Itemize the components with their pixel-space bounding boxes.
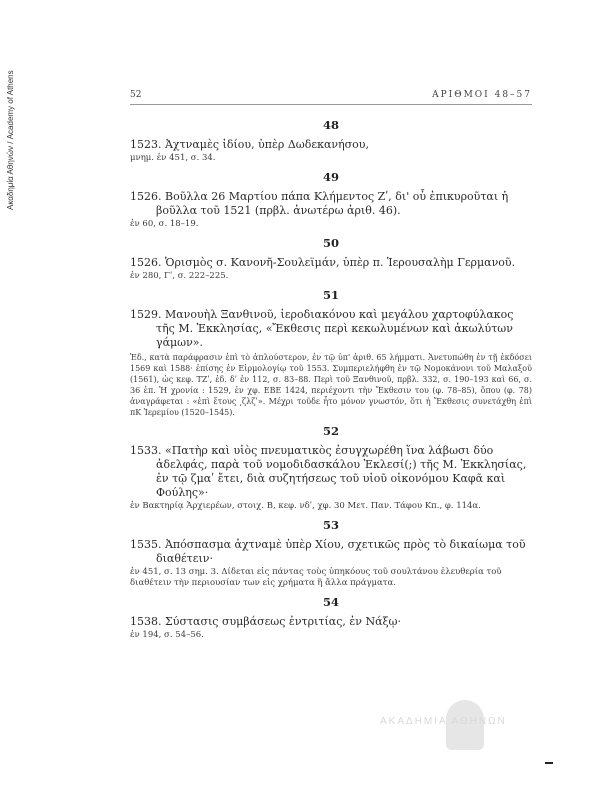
entry-text: 1535. Ἀπόσπασμα ἀχτναμὲ ὑπὲρ Χίου, σχετικῶς πρὸς τὸ δικαίωμα τοῦ διαθέτειν·	[130, 538, 526, 565]
running-title: ΑΡΙΘΜΟΙ 48–57	[432, 90, 532, 100]
entry-text: 1533. «Πατὴρ καὶ υἱὸς πνευματικὸς ἐσυγχωρέθη ἵνα λάβωσι δύο ἀδελφάς, παρὰ τοῦ νομοδιδασκάλου Ἐκλεσί(;) τῆς Μ. Ἐκκλησίας, ἐν τῷ ζμαʹ ἔτει, διὰ συζητήσεως τοῦ υἱοῦ οἰκονόμου Καφᾶ καὶ Φούλης»·	[130, 444, 527, 499]
entry-text: 1538. Σύστασις συμβάσεως ἐντριτίας, ἐν Νάξῳ·	[130, 615, 402, 628]
page-mark	[545, 762, 553, 764]
document-section	[130, 595, 532, 641]
entry-reference: ἐν 194, σ. 54–56.	[130, 630, 204, 640]
archive-side-label: Ακαδημία Αθηνών / Academy of Athens	[6, 70, 15, 210]
document-section	[130, 236, 532, 282]
section-number: 49	[322, 170, 339, 184]
entry-text: 1523. Ἀχτναμὲς ἰδίου, ὑπὲρ Δωδεκανήσου,	[130, 138, 369, 151]
academy-watermark	[380, 700, 550, 760]
entry-text: 1526. Ὁρισμὸς σ. Κανονῆ-Σουλεϊμάν, ὑπὲρ π. Ἱερουσαλὴμ Γερμανοῦ.	[130, 256, 516, 269]
section-number: 51	[322, 288, 339, 302]
entry-reference: ἐν 60, σ. 18–19.	[130, 219, 199, 229]
section-number: 48	[322, 118, 339, 132]
entry-reference: ἐν 451, σ. 13 σημ. 3. Δίδεται εἰς πάντας τοὺς ὑπηκόους τοῦ σουλτάνου ἐλευθερία τοῦ διαθέτειν τὴν περιουσίαν των εἰς χρήματα ἢ ἄλλα πράγματα.	[130, 567, 502, 588]
section-number: 53	[322, 518, 339, 532]
document-section	[130, 288, 532, 418]
watermark-text: ΑΚΑΔΗΜΙΑ ΑΘΗΝΩΝ	[380, 716, 507, 727]
section-number: 52	[322, 424, 339, 438]
section-number: 50	[322, 236, 339, 250]
page-header	[130, 90, 532, 105]
document-section	[130, 424, 532, 512]
entry-reference: μνημ. ἐν 451, σ. 34.	[130, 153, 216, 163]
document-section	[130, 518, 532, 589]
document-section	[130, 170, 532, 230]
document-section	[130, 118, 532, 164]
entry-reference: ἐν 280, Γʹ, σ. 222–225.	[130, 271, 229, 281]
section-number: 54	[322, 595, 339, 609]
page-number: 52	[130, 90, 142, 100]
entry-reference: ἐν Βακτηρίᾳ Ἀρχιερέων, στοιχ. Β, κεφ. νδʹ, χφ. 30 Μετ. Παν. Τάφου Κπ., φ. 114α.	[130, 501, 481, 511]
entry-text: 1529. Μανουὴλ Ξανθινοῦ, ἱεροδιακόνου καὶ μεγάλου χαρτοφύλακος τῆς Μ. Ἐκκλησίας, «Ἔκθεσις περὶ κεκωλυμένων καὶ ἀκωλύτων γάμων».	[130, 308, 514, 349]
entry-note: Ἐδ., κατὰ παράφρασιν ἐπὶ τὸ ἁπλούστερον, ἐν τῷ ὑπ' ἀριθ. 65 λήμματι. Ἀνετυπώθη ἐν τῇ ἐκδόσει 1569 καὶ 1588· ἐπίσης ἐν Εἰρμολογίῳ τοῦ 1553. Συμπεριελήφθη ἐν τῷ Νομοκάνονι τοῦ Μαλαξοῦ (1561), ὡς κεφ. ΤΖʹ, ἐδ. δʹ ἐν 112, σ. 83–88. Περὶ τοῦ Ξανθινοῦ, πρβλ. 332, σ. 190–193 καὶ 66, σ. 36 ἑπ. Ἡ χρονία : 1529, ἐν χφ. ΕΒΕ 1424, περιέχοντι τὴν Ἔκθεσιν του (φ. 78–85), ὅπου (φ. 78) ἀναγράφεται : «ἐπὶ ἔτους ͵ζλζʹ». Μέχρι τοῦδε ἦτο μόνον γνωστόν, ὅτι ἡ Ἔκθεσις συνετάχθη ἐπὶ πΚ Ἱερεμίου (1520–1545).	[130, 353, 532, 417]
document-body	[130, 116, 532, 647]
entry-text: 1526. Βοῦλλα 26 Μαρτίου πάπα Κλήμεντος Ζʹ, δι' οὗ ἐπικυροῦται ἡ βοῦλλα τοῦ 1521 (πρβλ. ἀνωτέρω ἀριθ. 46).	[130, 190, 509, 217]
